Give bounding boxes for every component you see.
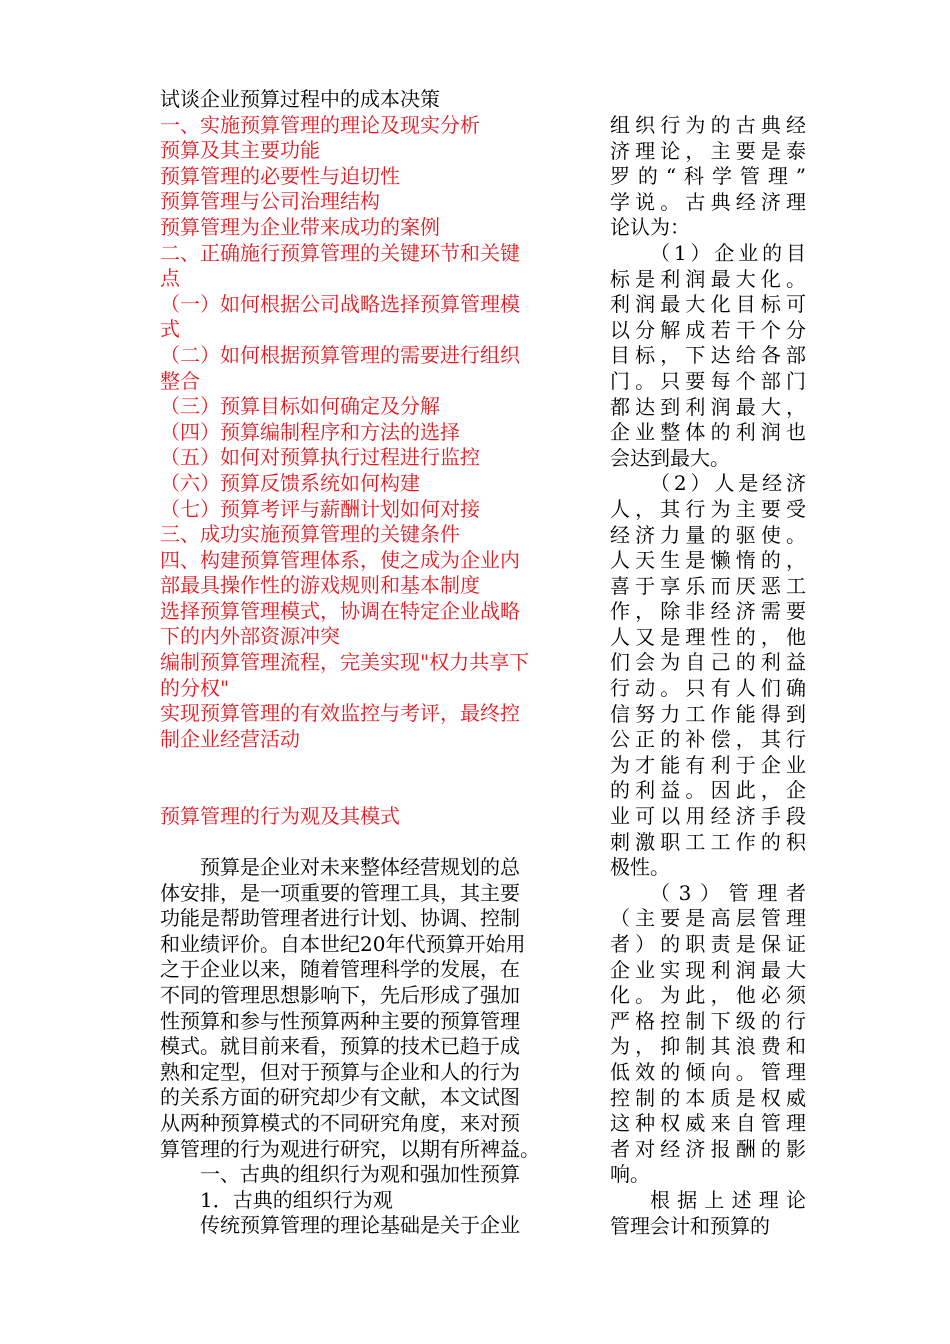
body-line: 体安排，是一项重要的管理工具，其主要: [160, 880, 520, 905]
outline-item-line: 预算管理为企业带来成功的案例: [160, 214, 440, 239]
outline-item: [160, 292, 585, 343]
body-line: 不同的管理思想影响下，先后形成了强加: [160, 983, 520, 1007]
outline-item-line: 四、构建预算管理体系，使之成为企业内: [160, 547, 520, 572]
outline-item: [160, 189, 585, 215]
right-line: 信努力工作能得到: [610, 701, 806, 726]
paragraph-continuation: 传统预算管理的理论基础是关于企业: [200, 1213, 520, 1238]
outline-item-line: 实现预算管理的有效监控与考评，最终控: [160, 701, 520, 726]
outline-item: [160, 497, 585, 523]
outline-item-line: 整合: [160, 368, 200, 393]
right-paragraph: [610, 113, 806, 241]
right-line: 响。: [610, 1162, 650, 1187]
body-line: 功能是帮助管理者进行计划、协调、控制: [160, 906, 520, 931]
outline-item-line: 二、正确施行预算管理的关键环节和关键: [160, 240, 520, 265]
left-column: [160, 87, 585, 1239]
right-line: 学说。古典经济理: [610, 189, 806, 214]
right-line: 罗的“科学管理”: [610, 164, 806, 189]
outline-item-line: 预算管理与公司治理结构: [160, 189, 380, 214]
outline-item-line: 预算及其主要功能: [160, 138, 320, 163]
outline-item-line: 制企业经营活动: [160, 726, 300, 751]
body-line: 熟和定型，但对于预算与企业和人的行为: [160, 1059, 520, 1084]
right-line: 控制的本质是权威: [610, 1085, 806, 1110]
right-line: 目标，下达给各部: [610, 343, 806, 368]
right-line: （主要是高层管理: [610, 906, 806, 931]
right-line: 标是利润最大化。: [610, 266, 806, 291]
right-line: 者对经济报酬的影: [610, 1136, 806, 1161]
right-line: 以分解成若干个分: [610, 317, 806, 342]
outline-item-line: 选择预算管理模式，协调在特定企业战略: [160, 598, 520, 623]
right-line: 公正的补偿，其行: [610, 727, 806, 752]
right-paragraph: [610, 241, 806, 471]
right-line: 企业实现利润最大: [610, 957, 806, 982]
outline-item: [160, 471, 585, 497]
right-paragraph: [610, 881, 806, 1188]
right-line: 刺激职工工作的积: [610, 829, 806, 854]
right-line: 们会为自己的利益: [610, 650, 806, 675]
outline-item: [160, 420, 585, 446]
right-line: 根据上述理论: [650, 1187, 806, 1212]
outline-item-line: 下的内外部资源冲突: [160, 624, 340, 649]
right-line: 为，抑制其浪费和: [610, 1034, 806, 1059]
right-line: 人天生是懒惰的，: [610, 548, 806, 573]
right-line: 利润最大化目标可: [610, 292, 806, 317]
outline-item: [160, 138, 585, 164]
outline-item: [160, 164, 585, 190]
outline-item: [160, 522, 585, 548]
right-line: 济理论，主要是泰: [610, 138, 806, 163]
right-line: 组织行为的古典经: [610, 113, 806, 137]
right-line: 都达到利润最大，: [610, 394, 806, 419]
right-line: （1）企业的目: [650, 240, 806, 265]
right-line: 经济力量的驱使。: [610, 522, 806, 547]
right-line: 门。只要每个部门: [610, 368, 806, 393]
right-line: 者）的职责是保证: [610, 932, 806, 956]
right-line: 严格控制下级的行: [610, 1008, 806, 1033]
body-line: 之于企业以来，随着管理科学的发展，在: [160, 957, 520, 982]
outline-item-line: 编制预算管理流程，完美实现"权力共享下: [160, 650, 530, 675]
outline-item: [160, 445, 585, 471]
document-title: 试谈企业预算过程中的成本决策: [160, 87, 440, 111]
outline-item-line: 点: [160, 266, 180, 291]
outline-item: [160, 241, 585, 292]
outline-item-line: 一、实施预算管理的理论及现实分析: [160, 112, 480, 137]
outline-item: [160, 343, 585, 394]
outline-item-line: （五）如何对预算执行过程进行监控: [160, 445, 480, 470]
right-line: 为才能有利于企业: [610, 752, 806, 777]
right-line: 企业整体的利润也: [610, 420, 806, 445]
body-line: 模式。就目前来看，预算的技术已趋于成: [160, 1034, 520, 1059]
body-line: 从两种预算模式的不同研究角度，来对预: [160, 1110, 520, 1135]
outline-item: [160, 215, 585, 241]
right-line: 行动。只有人们确: [610, 676, 806, 701]
right-line: 低效的倾向。管理: [610, 1059, 806, 1084]
right-line: 人又是理性的，他: [610, 624, 806, 649]
right-line: 作，除非经济需要: [610, 599, 806, 624]
body-line: 性预算和参与性预算两种主要的预算管理: [160, 1008, 520, 1033]
outline-item-line: 预算管理的必要性与迫切性: [160, 163, 400, 188]
outline-item-line: 式: [160, 317, 180, 342]
right-line: 喜于享乐而厌恶工: [610, 573, 806, 598]
outline-item: [160, 701, 585, 752]
right-line: 论认为：: [610, 215, 690, 240]
body-line: 的关系方面的研究却少有文献，本文试图: [160, 1085, 520, 1110]
body-line: 算管理的行为观进行研究，以期有所裨益。: [160, 1136, 540, 1161]
outline-item-line: （三）预算目标如何确定及分解: [160, 394, 440, 419]
outline-list: [160, 113, 585, 753]
right-column: [610, 87, 806, 1239]
right-line: （3）管理者: [650, 880, 806, 905]
outline-item-line: （四）预算编制程序和方法的选择: [160, 419, 460, 444]
heading-classical-view: 一、古典的组织行为观和强加性预算: [200, 1162, 520, 1187]
right-line: 化。为此，他必须: [610, 983, 806, 1008]
outline-item-line: （六）预算反馈系统如何构建: [160, 470, 420, 495]
right-line: 业可以用经济手段: [610, 804, 806, 829]
outline-item: [160, 548, 585, 599]
subheading-classical-org: 1．古典的组织行为观: [200, 1187, 393, 1212]
outline-item-line: （二）如何根据预算管理的需要进行组织: [160, 342, 520, 367]
section-title: 预算管理的行为观及其模式: [160, 804, 400, 829]
body-line: 预算是企业对未来整体经营规划的总: [200, 855, 520, 880]
outline-item-line: 部最具操作性的游戏规则和基本制度: [160, 573, 480, 598]
outline-item: [160, 113, 585, 139]
body-line: 和业绩评价。自本世纪20年代预算开始用: [160, 931, 526, 956]
outline-item-line: （一）如何根据公司战略选择预算管理模: [160, 291, 520, 316]
outline-item-line: 的分权": [160, 675, 230, 700]
right-paragraph: [610, 471, 806, 881]
right-line: （2）人是经济: [650, 471, 806, 496]
right-line: 管理会计和预算的: [610, 1213, 770, 1238]
outline-item-line: 三、成功实施预算管理的关键条件: [160, 522, 460, 547]
outline-item: [160, 650, 585, 701]
right-line: 这种权威来自管理: [610, 1111, 806, 1136]
body-paragraph: [160, 855, 585, 1162]
outline-item: [160, 394, 585, 420]
outline-item-line: （七）预算考评与薪酬计划如何对接: [160, 496, 480, 521]
right-paragraph: [610, 1188, 806, 1239]
outline-item: [160, 599, 585, 650]
right-line: 的利益。因此，企: [610, 778, 806, 803]
right-line: 人，其行为主要受: [610, 496, 806, 521]
right-line: 会达到最大。: [610, 445, 730, 470]
right-line: 极性。: [610, 855, 670, 880]
